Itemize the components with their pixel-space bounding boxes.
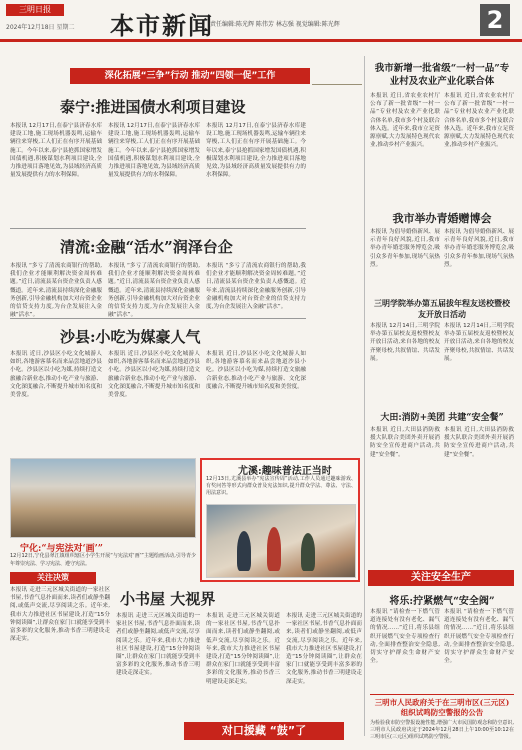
article-library-col1: 本报讯 走进三元区城关街道的一家社区书屋,书香气息扑面而来,读者们或静坐翻阅,或低声交流,尽享阅读之乐。近年来,我市大力推进社区书屋建设,打造“15分钟阅读圈”,让群众在家门口就能享受到丰富多彩的文化服务,推动书香三明建设走深走实。 bbox=[10, 587, 110, 643]
headline-shaxian: 沙县:小吃为媒豪人气 bbox=[60, 328, 201, 346]
article-wedding-col1: 本报讯 为倡导婚俗新风、展示青年良好风貌,近日,我市举办青年婚恋服务博览会,吸引众多青年参加,现场气氛热烈。 bbox=[370, 229, 440, 268]
youxi-title: 尤溪:趣味普法正当时 bbox=[238, 466, 332, 477]
youxi-caption: 12月13日,尤溪县举办“宪法宣传周”活动,工作人员通过趣味游戏、有奖问答等形式向群众普及宪法知识,提升群众学法、尊法、守法、用法意识。 bbox=[206, 476, 356, 496]
ninghua-caption: 12月12日,宁化县翠江镇组织辖区小学生开展“与宪法对‘画’”主题绘画活动,引导青少年尊崇宪法、学习宪法、遵守宪法。 bbox=[10, 553, 196, 567]
divider bbox=[10, 318, 306, 319]
section-title: 本市新闻 bbox=[110, 11, 214, 40]
headline-jiangle: 将乐:拧紧燃气“安全阀” bbox=[389, 596, 495, 607]
headline-datian: 大田:消防+美团 共建“安全餐” bbox=[380, 413, 504, 423]
article-library-col2: 本报讯 走进三元区城关街道的一家社区书屋,书香气息扑面而来,读者们或静坐翻阅,或低声交流,尽享阅读之乐。近年来,我市大力推进社区书屋建设,打造“15分钟阅读圈”,让群众在家门口就能享受到丰富多彩的文化服务,推动书香三明建设走深走实。 bbox=[116, 613, 200, 677]
safety-section-band: 关注安全生产 bbox=[368, 570, 514, 586]
ninghua-photo bbox=[10, 458, 196, 538]
article-library-col3: 本报讯 走进三元区城关街道的一家社区书屋,书香气息扑面而来,读者们或静坐翻阅,或低声交流,尽享阅读之乐。近年来,我市大力推进社区书屋建设,打造“15分钟阅读圈”,让群众在家门口就能享受到丰富多彩的文化服务,推动书香三明建设走深走实。 bbox=[206, 613, 280, 685]
headline-air-raid-notice: 三明市人民政府关于在三明市区(三元区)组织试鸣防空警报的公告 bbox=[374, 698, 510, 717]
headline-library: 小书屋 大视界 bbox=[120, 590, 216, 608]
person-figure bbox=[301, 533, 315, 571]
headline-wedding: 我市举办青婚赠博会 bbox=[392, 212, 492, 225]
article-shaxian-col2: 本报讯 近日,沙县区小吃文化城游人如织,各地游客慕名而来品尝地道沙县小吃。沙县区以小吃为媒,持续打造文旅融合新业态,推动小吃产业与旅游、文化深度融合,不断提升城市知名度和美誉度。 bbox=[108, 351, 200, 399]
person-figure bbox=[267, 527, 281, 571]
editors-line: 责任编辑:陈光辉 陈伟芳 林志强 视觉编辑:陈光辉 bbox=[210, 21, 340, 28]
divider bbox=[370, 694, 514, 695]
article-taining-col1: 本报讯 12月17日,在泰宁县济春水库建设工地,施工现场机器轰鸣,运输车辆往来穿梭,工人们正在有序开展基础施工。今年以来,泰宁县抢抓国家增发国债机遇,积极谋划水利项目建设,全力推进项目落地见效,为县域经济高质量发展提供有力的水利保障。 bbox=[10, 123, 102, 179]
page-number: 2 bbox=[480, 4, 510, 36]
article-qingliu-col1: 本报讯 “多亏了清流农商银行的帮助,我们企业才能顺利解决资金周转难题。”近日,清流县某台资企业负责人感慨道。近年来,清流县持续深化金融服务创新,引导金融机构加大对台资企业的信贷支持力度,为台企发展注入金融“活水”。 bbox=[10, 263, 102, 319]
article-qingliu-col3: 本报讯 “多亏了清流农商银行的帮助,我们企业才能顺利解决资金周转难题。”近日,清流县某台资企业负责人感慨道。近年来,清流县持续深化金融服务创新,引导金融机构加大对台资企业的信贷支持力度,为台企发展注入金融“活水”。 bbox=[206, 263, 306, 311]
newspaper-logo: 三明日报 bbox=[6, 4, 64, 16]
person-figure bbox=[237, 531, 251, 571]
article-cunyipin-col2: 本报讯 近日,省农业农村厅公布了新一批省级“一村一品”专业村及农业产业化联合体名单,我市多个村及联合体入选。近年来,我市立足资源禀赋,大力发展特色现代农业,推动乡村产业振兴。 bbox=[444, 93, 514, 149]
article-datian-col2: 本报讯 近日,大田县消防救援大队联合美团外卖开展消防安全宣传进商户活动,共建“安全餐”。 bbox=[444, 427, 514, 458]
headline-cunyipin: 我市新增一批省级“一村一品”专业村及农业产业化联合体 bbox=[374, 63, 510, 87]
issue-date: 2024年12月18日 星期二 bbox=[6, 24, 75, 31]
bottom-banner: 对口援藏 “鼓”了 bbox=[184, 722, 344, 740]
article-jiangle-col1: 本报讯 “请检查一下燃气管道连接处有没有老化、漏气的情况……”近日,将乐县组织开展燃气安全专项检查行动,全面排查整治安全隐患,切实守护群众生命财产安全。 bbox=[370, 609, 440, 665]
divider bbox=[10, 228, 306, 229]
article-shaxian-col1: 本报讯 近日,沙县区小吃文化城游人如织,各地游客慕名而来品尝地道沙县小吃。沙县区以小吃为媒,持续打造文旅融合新业态,推动小吃产业与旅游、文化深度融合,不断提升城市知名度和美誉度。 bbox=[10, 351, 102, 399]
article-alumni-col1: 本报讯 12月14日,三明学院举办第五届校友返校暨校友开放日活动,来自各地的校友齐聚母校,共叙情谊、共话发展。 bbox=[370, 323, 440, 362]
article-taining-col3: 本报讯 12月17日,在泰宁县济春水库建设工地,施工现场机器轰鸣,运输车辆往来穿梭,工人们正在有序开展基础施工。今年以来,泰宁县抢抓国家增发国债机遇,积极谋划水利项目建设,全力推进项目落地见效,为县域经济高质量发展提供有力的水利保障。 bbox=[206, 123, 306, 179]
notice-text: 为检验我市防空警报设施性能,增强广大市民国防观念和防空意识,三明市人民政府决定于2024年12月28日上午10:00至10:12在三明市区(三元区)组织试鸣防空警报。 bbox=[370, 720, 514, 740]
masthead bbox=[0, 0, 522, 42]
headline-taining: 泰宁:推进国债水利项目建设 bbox=[60, 98, 246, 116]
article-taining-col2: 本报讯 12月17日,在泰宁县济春水库建设工地,施工现场机器轰鸣,运输车辆往来穿梭,工人们正在有序开展基础施工。今年以来,泰宁县抢抓国家增发国债机遇,积极谋划水利项目建设,全力推进项目落地见效,为县域经济高质量发展提供有力的水利保障。 bbox=[108, 123, 200, 179]
tag-focus: 关注决策 bbox=[10, 572, 96, 584]
article-qingliu-col2: 本报讯 “多亏了清流农商银行的帮助,我们企业才能顺利解决资金周转难题。”近日,清流县某台资企业负责人感慨道。近年来,清流县持续深化金融服务创新,引导金融机构加大对台资企业的信贷支持力度,为台企发展注入金融“活水”。 bbox=[108, 263, 200, 319]
article-alumni-col2: 本报讯 12月14日,三明学院举办第五届校友返校暨校友开放日活动,来自各地的校友齐聚母校,共叙情谊、共话发展。 bbox=[444, 323, 514, 362]
article-shaxian-col3: 本报讯 近日,沙县区小吃文化城游人如织,各地游客慕名而来品尝地道沙县小吃。沙县区以小吃为媒,持续打造文旅融合新业态,推动小吃产业与旅游、文化深度融合,不断提升城市知名度和美誉度。 bbox=[206, 351, 306, 390]
headline-qingliu: 清流:金融“活水”润泽台企 bbox=[60, 238, 233, 256]
ninghua-title: 宁化:“与宪法对‘画’” bbox=[20, 544, 103, 554]
spacer bbox=[312, 84, 362, 85]
column-divider bbox=[364, 56, 365, 736]
youxi-photo bbox=[206, 504, 356, 578]
article-jiangle-col2: 本报讯 “请检查一下燃气管道连接处有没有老化、漏气的情况……”近日,将乐县组织开展燃气安全专项检查行动,全面排查整治安全隐患,切实守护群众生命财产安全。 bbox=[444, 609, 514, 665]
headline-alumni: 三明学院举办第五届拔年程友送校暨校友开放日活动 bbox=[374, 298, 510, 319]
article-datian-col1: 本报讯 近日,大田县消防救援大队联合美团外卖开展消防安全宣传进商户活动,共建“安全餐”。 bbox=[370, 427, 440, 458]
campaign-banner: 深化拓展“三争”行动 推动“四领一促”工作 bbox=[70, 68, 310, 84]
article-wedding-col2: 本报讯 为倡导婚俗新风、展示青年良好风貌,近日,我市举办青年婚恋服务博览会,吸引众多青年参加,现场气氛热烈。 bbox=[444, 229, 514, 268]
youxi-highlight-box bbox=[200, 458, 360, 582]
article-cunyipin-col1: 本报讯 近日,省农业农村厅公布了新一批省级“一村一品”专业村及农业产业化联合体名单,我市多个村及联合体入选。近年来,我市立足资源禀赋,大力发展特色现代农业,推动乡村产业振兴。 bbox=[370, 93, 440, 149]
article-library-col4: 本报讯 走进三元区城关街道的一家社区书屋,书香气息扑面而来,读者们或静坐翻阅,或低声交流,尽享阅读之乐。近年来,我市大力推进社区书屋建设,打造“15分钟阅读圈”,让群众在家门口就能享受到丰富多彩的文化服务,推动书香三明建设走深走实。 bbox=[286, 613, 362, 685]
